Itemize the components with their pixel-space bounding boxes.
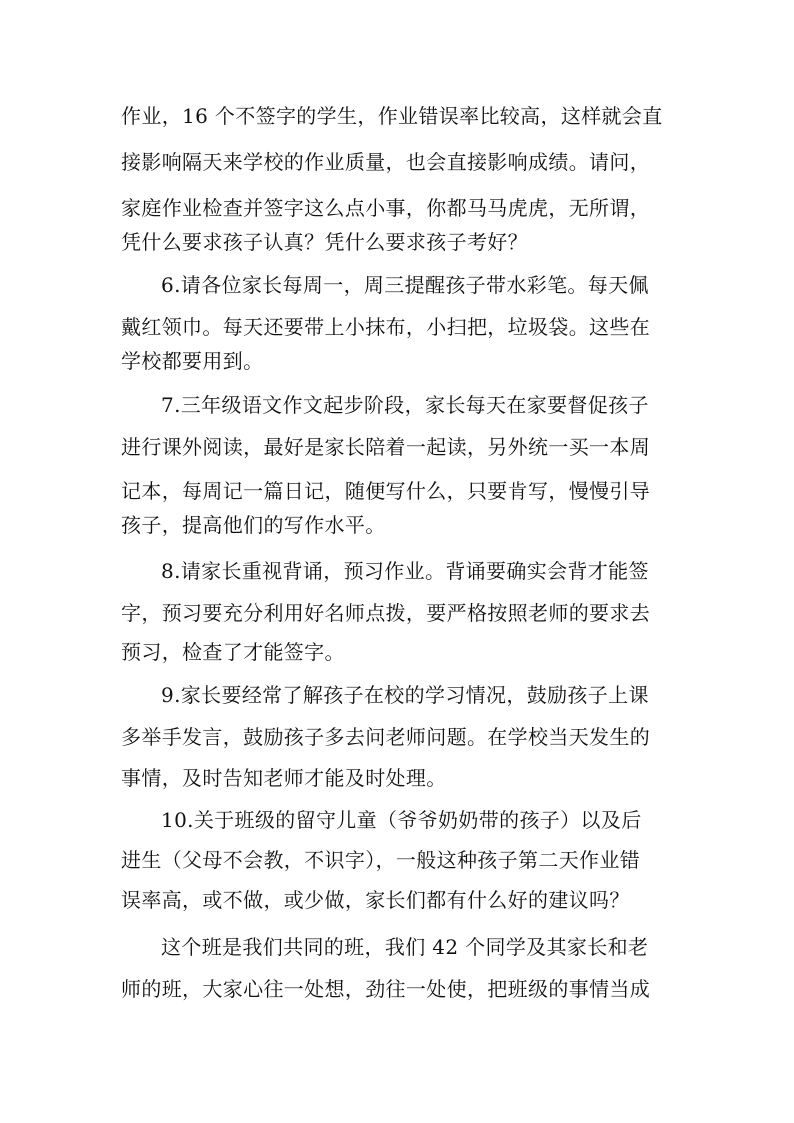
text-line: 多举手发言，鼓励孩子多去问老师问题。在学校当天发生的 [121,725,651,749]
text-line: 凭什么要求孩子认真？凭什么要求孩子考好？ [121,230,528,254]
text-line: 事情，及时告知老师才能及时处理。 [121,766,447,790]
text-line: 孩子，提高他们的写作水平。 [121,513,386,537]
text-line: 学校都要用到。 [121,349,264,373]
text-line: 作业，16 个不签字的学生，作业错误率比较高，这样就会直 [121,104,663,128]
paragraph-9-start: 9.家长要经常了解孩子在校的学习情况，鼓励孩子上课 [161,683,649,707]
paragraph-8-start: 8.请家长重视背诵，预习作业。背诵要确实会背才能签 [161,559,649,583]
text-line: 字，预习要充分利用好名师点拨，要严格按照老师的要求去 [121,601,651,625]
text-line: 进行课外阅读，最好是家长陪着一起读，另外统一买一本周 [121,435,651,459]
text-line: 戴红领巾。每天还要带上小抹布，小扫把，垃圾袋。这些在 [121,315,651,339]
text-line: 进生（父母不会教，不识字），一般这种孩子第二天作业错 [121,848,641,872]
text-line: 师的班，大家心往一处想，劲往一处使，把班级的事情当成 [121,977,651,1001]
paragraph-7-start: 7.三年级语文作文起步阶段，家长每天在家要督促孩子 [161,393,649,417]
paragraph-10-start: 10.关于班级的留守儿童（爷爷奶奶带的孩子）以及后 [161,808,642,832]
text-line: 预习，检查了才能签字。 [121,640,345,664]
text-line: 记本，每周记一篇日记，随便写什么，只要肯写，慢慢引导 [121,479,651,503]
text-line: 误率高，或不做，或少做，家长们都有什么好的建议吗？ [121,888,630,912]
closing-paragraph-start: 这个班是我们共同的班，我们 42 个同学及其家长和老 [161,935,649,959]
paragraph-6-start: 6.请各位家长每周一，周三提醒孩子带水彩笔。每天佩 [161,273,649,297]
text-line: 家庭作业检查并签字这么点小事，你都马马虎虎，无所谓， [121,196,651,220]
text-line: 接影响隔天来学校的作业质量，也会直接影响成绩。请问， [121,150,651,174]
